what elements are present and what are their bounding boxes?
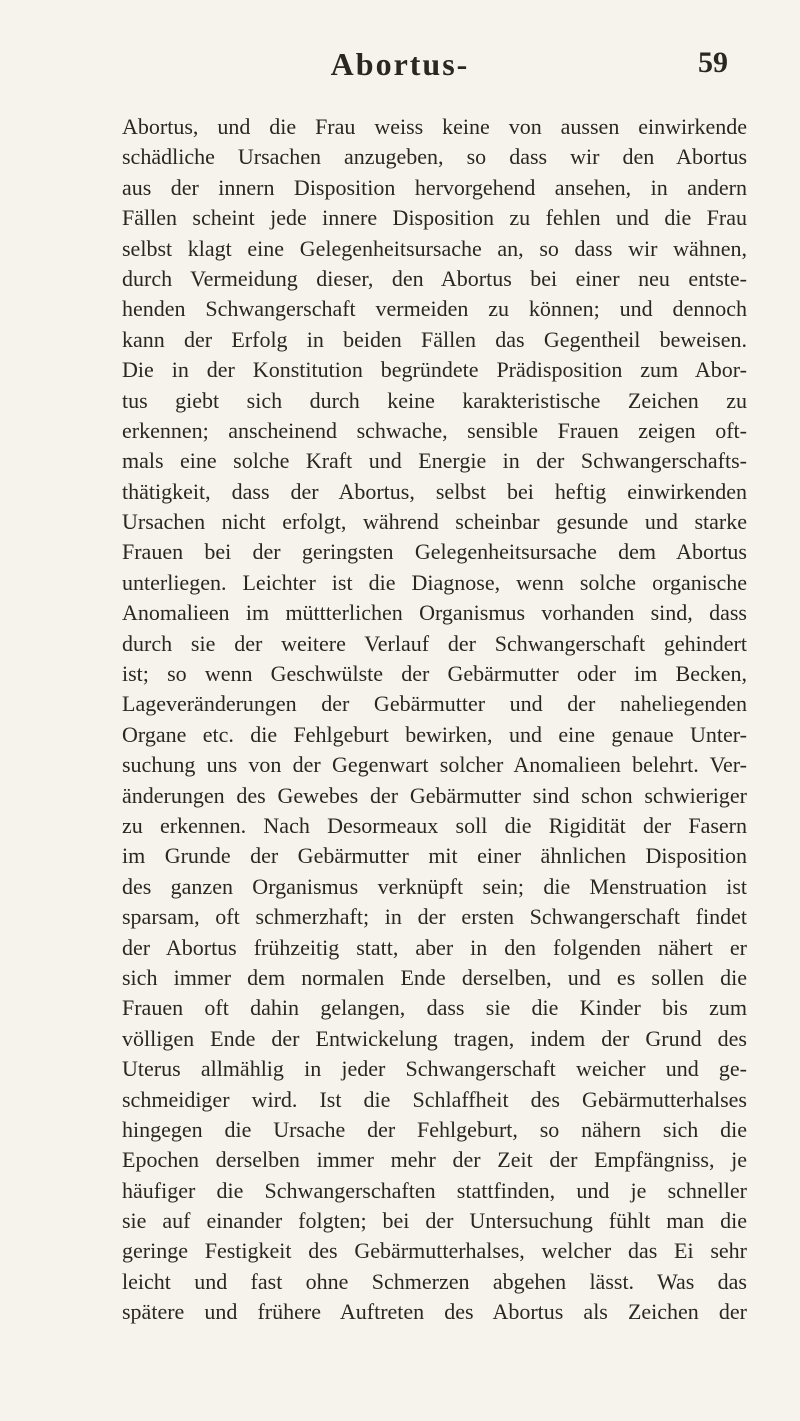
text-line: schmeidiger wird. Ist die Schlaffheit des Gebärmutterhalses: [122, 1086, 747, 1112]
text-line: des ganzen Organismus verknüpft sein; die Menstruation ist: [122, 873, 747, 899]
text-line: henden Schwangerschaft vermeiden zu können; und dennoch: [122, 296, 747, 322]
running-title: Abortus-: [330, 46, 470, 82]
text-line: sparsam, oft schmerzhaft; in der ersten Schwangerschaft findet: [122, 904, 747, 930]
text-line: sich immer dem normalen Ende derselben, und es sollen die: [122, 964, 747, 990]
text-line: Abortus, und die Frau weiss keine von aussen einwirkende: [122, 114, 747, 139]
text-line: häufiger die Schwangerschaften stattfinden, und je schneller: [122, 1177, 747, 1203]
text-line: Ursachen nicht erfolgt, während scheinbar gesunde und starke: [122, 509, 747, 535]
running-head: [0, 20, 800, 90]
text-line: Fällen scheint jede innere Disposition zu fehlen und die Frau: [122, 205, 747, 231]
text-line: durch sie der weitere Verlauf der Schwangerschaft gehindert: [122, 630, 747, 656]
text-line: im Grunde der Gebärmutter mit einer ähnlichen Disposition: [122, 843, 747, 869]
text-line: der Abortus frühzeitig statt, aber in den folgenden nähert er: [122, 934, 747, 960]
text-line: Frauen bei der geringsten Gelegenheitsursache dem Abortus: [122, 539, 747, 565]
text-line: Frauen oft dahin gelangen, dass sie die Kinder bis zum: [122, 995, 747, 1021]
text-line: geringe Festigkeit des Gebärmutterhalses, welcher das Ei sehr: [122, 1238, 747, 1264]
text-line: erkennen; anscheinend schwache, sensible Frauen zeigen oft-: [122, 417, 747, 443]
text-line: hingegen die Ursache der Fehlgeburt, so nähern sich die: [122, 1116, 747, 1142]
text-line: Organe etc. die Fehlgeburt bewirken, und eine genaue Unter-: [122, 721, 747, 747]
text-line: schädliche Ursachen anzugeben, so dass wir den Abortus: [122, 144, 747, 170]
text-line: ist; so wenn Geschwülste der Gebärmutter oder im Becken,: [122, 661, 747, 687]
text-line: völligen Ende der Entwickelung tragen, indem der Grund des: [122, 1025, 747, 1051]
text-line: tus giebt sich durch keine karakteristische Zeichen zu: [122, 387, 747, 413]
text-line: durch Vermeidung dieser, den Abortus bei einer neu entste-: [122, 265, 747, 291]
text-line: spätere und frühere Auftreten des Abortus als Zeichen der: [122, 1299, 747, 1325]
text-line: änderungen des Gewebes der Gebärmutter sind schon schwieriger: [122, 782, 747, 808]
text-line: Anomalieen im müttterlichen Organismus vorhanden sind, dass: [122, 600, 747, 626]
text-line: Die in der Konstitution begründete Prädisposition zum Abor-: [122, 357, 747, 383]
text-line: Uterus allmählig in jeder Schwangerschaft weicher und ge-: [122, 1056, 747, 1082]
text-line: leicht und fast ohne Schmerzen abgehen lässt. Was das: [122, 1268, 747, 1294]
text-line: mals eine solche Kraft und Energie in der Schwangerschafts-: [122, 448, 747, 474]
text-line: zu erkennen. Nach Desormeaux soll die Rigidität der Fasern: [122, 812, 747, 838]
body-text: [122, 112, 747, 1328]
text-line: unterliegen. Leichter ist die Diagnose, wenn solche organische: [122, 569, 747, 595]
text-line: Lageveränderungen der Gebärmutter und der naheliegenden: [122, 691, 747, 717]
text-line: sie auf einander folgten; bei der Untersuchung fühlt man die: [122, 1208, 747, 1234]
text-line: kann der Erfolg in beiden Fällen das Gegentheil beweisen.: [122, 326, 747, 352]
text-line: selbst klagt eine Gelegenheitsursache an, so dass wir wähnen,: [122, 235, 747, 261]
page-number: 59: [698, 46, 728, 79]
text-line: aus der innern Disposition hervorgehend ansehen, in andern: [122, 174, 747, 200]
text-line: suchung uns von der Gegenwart solcher Anomalieen belehrt. Ver-: [122, 752, 747, 778]
text-line: thätigkeit, dass der Abortus, selbst bei heftig einwirkenden: [122, 478, 747, 504]
text-line: Epochen derselben immer mehr der Zeit der Empfängniss, je: [122, 1147, 747, 1173]
